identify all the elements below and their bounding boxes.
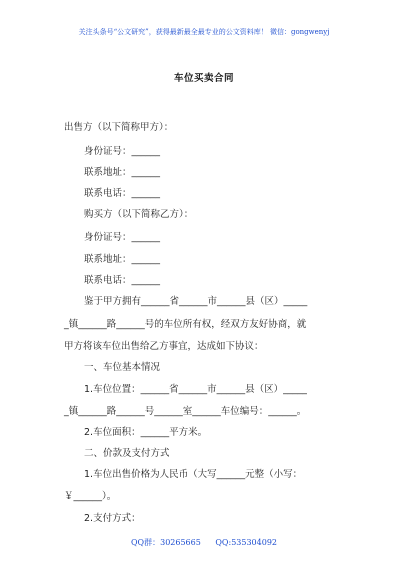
clause-1-1-line-2: _镇______路______号______室______车位编号：______。 — [64, 406, 307, 417]
clause-1-1-line-1: 1.车位位置：______省______市______县（区）_____ — [84, 384, 307, 395]
buyer-address-line: 联系地址：______ — [84, 254, 161, 265]
header-banner: 关注头条号“公文研究”，获得最新最全最专业的公文资料库！ 微信：gongwenyj — [78, 28, 330, 36]
recital-line-3: 甲方将该车位出售给乙方事宜，达成如下协议： — [64, 341, 264, 352]
clause-2-1-line-1: 1.车位出售价格为人民币（大写______元整（小写： — [84, 469, 303, 480]
buyer-phone-line: 联系电话：______ — [84, 275, 161, 286]
seller-heading: 出售方（以下简称甲方）： — [64, 122, 174, 133]
footer-qq-group: QQ群：30265665 — [130, 538, 201, 547]
buyer-heading: 购买方（以下简称乙方）： — [84, 209, 194, 220]
section-2-heading: 二、价款及支付方式 — [84, 448, 170, 459]
clause-2-2: 2.支付方式： — [84, 513, 141, 524]
seller-address-line: 联系地址：______ — [84, 167, 161, 178]
recital-line-1: 鉴于甲方拥有______省______市______县（区）_____ — [84, 296, 308, 307]
recital-line-2: _镇______路______号的车位所有权，经双方友好协商，就 — [64, 319, 307, 330]
seller-phone-line: 联系电话：______ — [84, 188, 161, 199]
section-1-heading: 一、车位基本情况 — [84, 362, 161, 373]
clause-2-1-line-2: ￥______）。 — [64, 491, 117, 502]
footer-contact — [0, 537, 408, 548]
footer-qq: QQ:535304092 — [215, 538, 277, 547]
document-title: 车位买卖合同 — [173, 73, 234, 84]
clause-1-2: 2.车位面积：______平方米。 — [84, 427, 208, 438]
buyer-id-line: 身份证号：______ — [84, 232, 161, 243]
seller-id-line: 身份证号：______ — [84, 146, 161, 157]
